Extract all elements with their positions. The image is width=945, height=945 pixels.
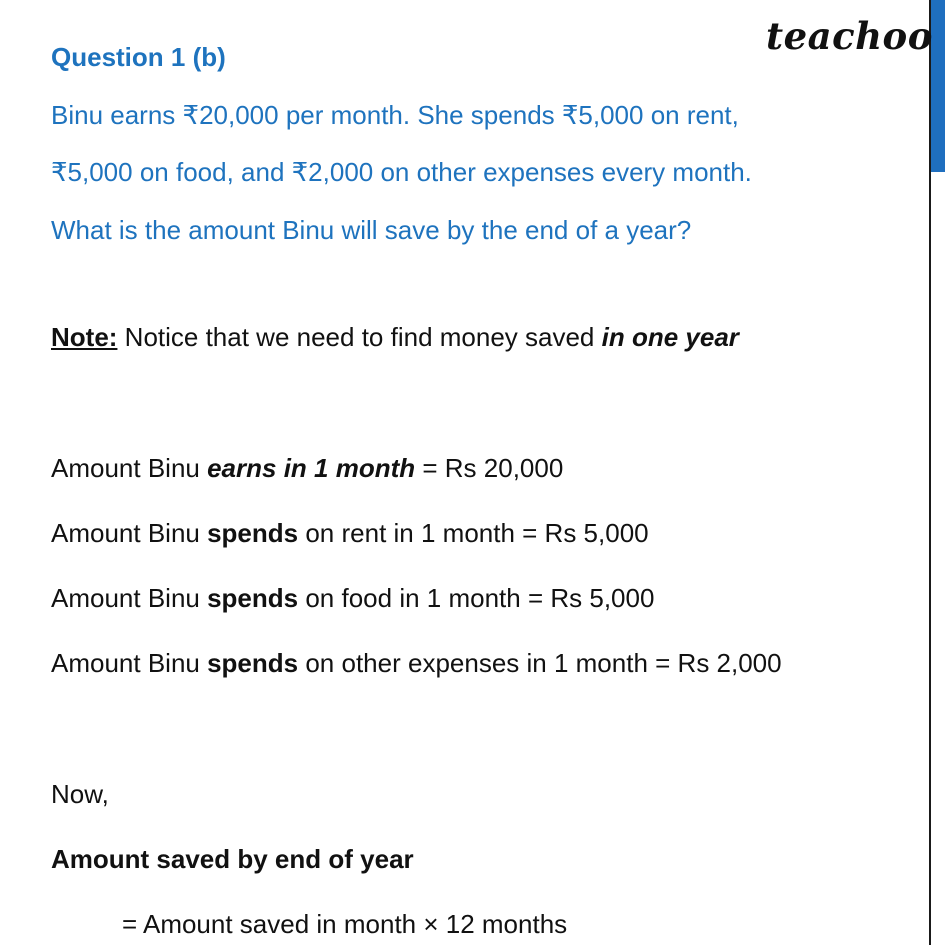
- amount-emphasis: spends: [207, 518, 299, 548]
- saved-heading: Amount saved by end of year: [51, 844, 414, 874]
- question-title: Question 1 (b): [51, 42, 226, 72]
- amount-emphasis: spends: [207, 648, 299, 678]
- now-label: Now,: [51, 779, 109, 809]
- note-text: Notice that we need to find money saved: [117, 322, 602, 352]
- question-line-1: Binu earns ₹20,000 per month. She spends ₹5,000 on rent,: [51, 100, 739, 130]
- brand-logo: teachoo: [766, 14, 933, 58]
- question-line-3: What is the amount Binu will save by the end of a year?: [51, 215, 692, 245]
- page-accent-bar: [931, 0, 945, 172]
- amount-value: = Rs 20,000: [415, 453, 564, 483]
- amount-prefix: Amount Binu: [51, 453, 208, 483]
- note-line: [51, 321, 739, 353]
- amount-prefix: Amount Binu: [51, 648, 208, 678]
- amount-prefix: Amount Binu: [51, 518, 208, 548]
- amount-earns-line: [51, 452, 563, 484]
- saved-formula: = Amount saved in month × 12 months: [122, 909, 568, 939]
- amount-rent-line: [51, 517, 649, 549]
- amount-value: on rent in 1 month = Rs 5,000: [298, 518, 649, 548]
- amount-other-line: [51, 647, 782, 679]
- amount-food-line: [51, 582, 654, 614]
- question-line-2: ₹5,000 on food, and ₹2,000 on other expenses every month.: [51, 157, 752, 187]
- amount-prefix: Amount Binu: [51, 583, 208, 613]
- amount-emphasis: earns in 1 month: [207, 453, 416, 483]
- amount-value: on food in 1 month = Rs 5,000: [298, 583, 655, 613]
- amount-emphasis: spends: [207, 583, 299, 613]
- amount-value: on other expenses in 1 month = Rs 2,000: [298, 648, 782, 678]
- note-emphasis: in one year: [601, 322, 739, 352]
- note-label: Note:: [51, 322, 118, 352]
